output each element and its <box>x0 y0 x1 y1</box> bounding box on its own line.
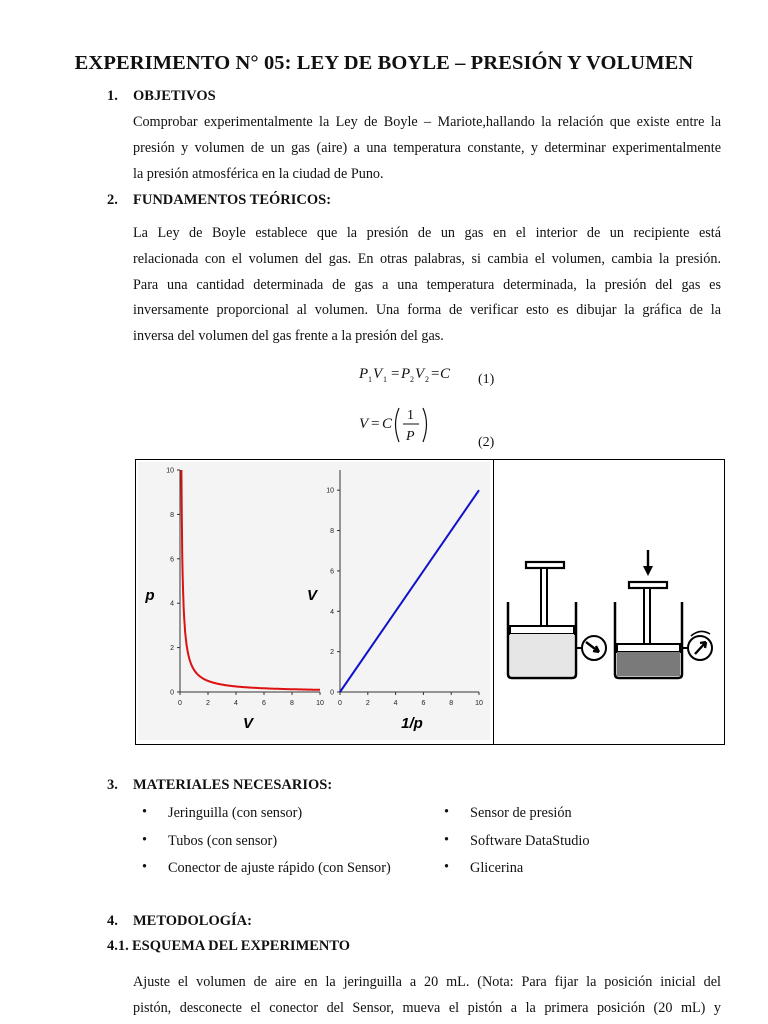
section-number: 1. <box>107 88 118 104</box>
text-line: Para una cantidad determinada de gas a una temperatura determinada, la presión del gas es <box>133 276 721 293</box>
x-tick-label: 8 <box>449 700 454 707</box>
x-tick-label: 6 <box>421 700 426 707</box>
list-item-text: Glicerina <box>470 860 524 876</box>
list-item-text: Tubos (con sensor) <box>168 833 278 849</box>
x-tick-label: 0 <box>178 700 182 707</box>
syringe-diagram <box>504 550 726 690</box>
x-axis-label: V <box>242 715 254 732</box>
svg-text:2: 2 <box>410 375 414 384</box>
y-tick-label: 2 <box>170 645 174 653</box>
svg-text:V: V <box>359 416 369 432</box>
text-line: inversamente proporcional al volumen. Una forma de verificar esto es dibujar la gráfica de la <box>133 302 721 319</box>
section-heading-metodologia <box>107 913 507 933</box>
fundamentos-paragraph <box>133 221 721 350</box>
section-heading-materiales <box>107 777 507 797</box>
text-line: La Ley de Boyle establece que la presión de un gas en el interior de un recipiente está <box>133 225 721 241</box>
section-number: 3. <box>107 777 118 793</box>
y-tick-label: 10 <box>166 467 174 475</box>
section-title: FUNDAMENTOS TEÓRICOS: <box>133 192 332 208</box>
bullet: • <box>142 832 148 848</box>
y-tick-label: 0 <box>170 689 174 697</box>
svg-text:1: 1 <box>368 375 372 384</box>
section-title: MATERIALES NECESARIOS: <box>133 777 333 793</box>
syringe-uncompressed <box>508 562 606 678</box>
svg-text:1: 1 <box>383 375 387 384</box>
text-line: presión y volumen de un gas (aire) a una temperatura constante, y determinar experimentalmente <box>133 139 721 156</box>
y-tick-label: 8 <box>170 511 174 519</box>
x-tick-label: 4 <box>393 700 398 707</box>
x-tick-label: 8 <box>290 700 294 707</box>
x-tick-label: 0 <box>338 700 342 707</box>
y-tick-label: 4 <box>330 608 334 616</box>
x-axis-label: 1/p <box>401 715 423 732</box>
section-heading-objetivos <box>107 88 407 108</box>
x-tick-label: 2 <box>206 700 210 707</box>
equation-1 <box>355 362 455 386</box>
x-tick-label: 10 <box>475 700 483 707</box>
list-item-text: Jeringuilla (con sensor) <box>168 805 303 821</box>
boyle-figure <box>135 459 725 745</box>
x-tick-label: 4 <box>234 700 238 707</box>
document-title: EXPERIMENTO N° 05: LEY DE BOYLE – PRESIÓN Y VOLUMEN <box>74 52 694 74</box>
list-item-text: Sensor de presión <box>470 805 572 821</box>
bullet: • <box>142 804 148 820</box>
x-tick-label: 10 <box>316 700 324 707</box>
text-line: la presión atmosférica en la ciudad de Puno. <box>133 165 384 182</box>
section-heading-esquema <box>107 938 507 958</box>
y-tick-label: 0 <box>330 689 334 697</box>
y-tick-label: 10 <box>326 487 334 495</box>
svg-text:2: 2 <box>425 375 429 384</box>
x-tick-label: 2 <box>365 700 370 707</box>
svg-text:C: C <box>382 416 393 432</box>
y-axis-label: p <box>145 587 155 604</box>
section-heading-fundamentos <box>107 192 507 212</box>
section-number: 4.1. <box>107 938 129 954</box>
svg-text:=: = <box>391 366 400 382</box>
equation-2-numerator: 1 <box>407 408 414 423</box>
y-tick-label: 6 <box>170 556 174 564</box>
section-title: OBJETIVOS <box>133 88 216 104</box>
figure-divider <box>493 460 494 744</box>
equation-2-denominator: P <box>406 429 415 444</box>
bullet: • <box>444 804 450 820</box>
bullet: • <box>444 832 450 848</box>
bullet: • <box>142 859 148 875</box>
bullet: • <box>444 859 450 875</box>
svg-text:C: C <box>440 366 451 382</box>
svg-text:P: P <box>359 366 369 382</box>
syringe-compressed <box>615 550 712 678</box>
equation-2 <box>355 402 445 448</box>
objetivos-paragraph <box>133 110 721 187</box>
svg-text:=: = <box>371 416 380 432</box>
section-number: 4. <box>107 913 118 929</box>
list-item-text: Software DataStudio <box>470 833 590 849</box>
esquema-paragraph <box>133 970 721 1022</box>
y-tick-label: 2 <box>330 649 334 657</box>
x-tick-label: 6 <box>262 700 266 707</box>
svg-text:V: V <box>373 366 383 382</box>
equation-1-number: (1) <box>478 372 495 387</box>
y-tick-label: 4 <box>170 600 174 608</box>
text-line: Ajuste el volumen de aire en la jeringuilla a 20 mL. (Nota: Para fijar la posición inicial del <box>133 974 721 990</box>
y-axis-label: V <box>306 587 318 604</box>
text-line: Comprobar experimentalmente la Ley de Boyle – Mariote,hallando la relación que existe entre la <box>133 114 721 130</box>
text-line: pistón, desconecte el conector del Sensor, mueva el pistón a la primera posición (20 mL) y <box>133 999 721 1016</box>
section-title: ESQUEMA DEL EXPERIMENTO <box>132 938 351 954</box>
list-item-text: Conector de ajuste rápido (con Sensor) <box>168 860 391 876</box>
section-title: METODOLOGÍA: <box>133 913 252 929</box>
text-line: relacionada con el volumen del gas. En otras palabras, si cambia el volumen, cambia la presión. <box>133 250 721 267</box>
section-number: 2. <box>107 192 118 208</box>
text-line: inversa del volumen del gas frente a la presión del gas. <box>133 328 444 345</box>
equation-2-number: (2) <box>478 435 495 450</box>
y-tick-label: 8 <box>330 528 334 536</box>
svg-text:V: V <box>415 366 425 382</box>
charts-panel <box>136 460 492 744</box>
y-tick-label: 6 <box>330 568 334 576</box>
svg-text:P: P <box>401 366 411 382</box>
svg-text:=: = <box>431 366 440 382</box>
